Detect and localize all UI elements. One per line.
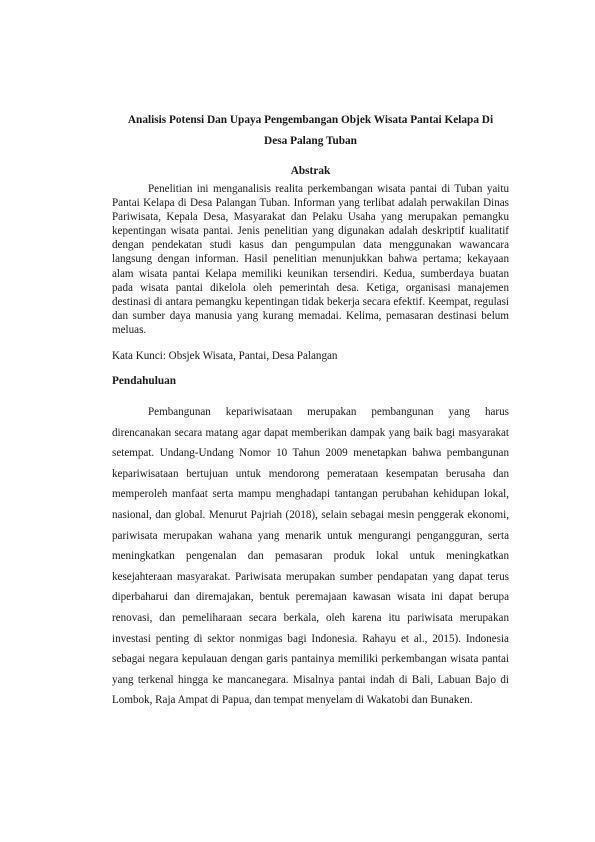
section-heading-introduction: Pendahuluan: [112, 375, 177, 387]
abstract-body: [112, 182, 509, 337]
introduction-body: [112, 402, 509, 711]
title-line-1: Analisis Potensi Dan Upaya Pengembangan Objek Wisata Pantai Kelapa Di: [127, 114, 494, 126]
keywords-line: Kata Kunci: Obsjek Wisata, Pantai, Desa Palangan: [112, 350, 338, 362]
title-line-2: Desa Palang Tuban: [264, 135, 357, 147]
abstract-paragraph: Penelitian ini menganalisis realita perkembangan wisata pantai di Tuban yaitu Pantai Kelapa di Desa Palangan Tuban. Informan yang terlibat adalah perwakilan Dinas Pariwisata, Kepala Desa, Masyarakat dan Pelaku Usaha yang merupakan pemangku kepentingan wisata pantai. Jenis penelitian yang digunakan adalah deskriptif kualitatif dengan pendekatan studi kasus dan pengumpulan data menggunakan wawancara langsung dengan informan. Hasil penelitian menunjukkan bahwa pertama; kekayaan alam wisata pantai Kelapa memiliki keunikan tersendiri. Kedua, sumberdaya buatan pada wisata pantai dikelola oleh pemerintah desa. Ketiga, organisasi manajemen destinasi di antara pemangku kepentingan tidak bekerja secara efektif. Keempat, regulasi dan sumber daya manusia yang kurang memadai. Kelima, pemasaran destinasi belum meluas.: [112, 183, 509, 336]
introduction-paragraph: Pembangunan kepariwisataan merupakan pembangunan yang harus direncanakan secara matang agar dapat memberikan dampak yang baik bagi masyarakat setempat. Undang-Undang Nomor 10 Tahun 2009 menetapkan bahwa pembangunan kepariwisataan bertujuan untuk mendorong pemerataan kesempatan berusaha dan memperoleh manfaat serta mampu menghadapi tantangan perubahan kehidupan lokal, nasional, dan global. Menurut Pajriah (2018), selain sebagai mesin penggerak ekonomi, pariwisata merupakan wahana yang menarik untuk mengurangi pengangguran, serta meningkatkan pengenalan dan pemasaran produk lokal untuk meningkatkan kesejahteraan masyarakat. Pariwisata merupakan sumber pendapatan yang dapat terus diperbaharui dan diremajakan, bentuk peremajaan kawasan wisata ini dapat berupa renovasi, dan pemeliharaan secara berkala, oleh karena itu pariwisata merupakan investasi penting di sektor nonmigas bagi Indonesia. Rahayu et al., 2015). Indonesia sebagai negara kepulauan dengan garis pantainya memiliki perkembangan wisata pantai yang terkenal hingga ke mancanegara. Misalnya pantai indah di Bali, Labuan Bajo di Lombok, Raja Ampat di Papua, dan tempat menyelam di Wakatobi dan Bunaken.: [112, 406, 509, 707]
paper-title: [112, 110, 509, 152]
abstract-heading: Abstrak: [290, 165, 331, 177]
